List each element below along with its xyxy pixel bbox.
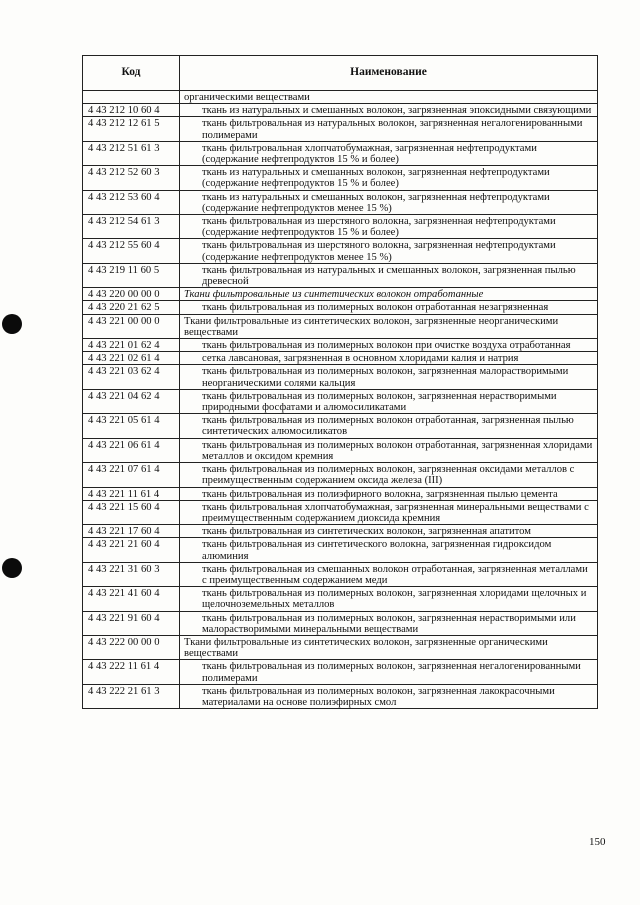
row-name-text: ткань фильтровальная из натуральных и смешанных волокон, загрязненная пылью древесной: [202, 264, 576, 288]
table-row: [83, 414, 598, 438]
table-row: [83, 562, 598, 586]
row-name-text: ткань фильтровальная из полимерных волокон отработанная, загрязненная пылью синтетических алюмосиликатов: [202, 415, 574, 438]
row-name: [180, 104, 598, 117]
row-name: [180, 314, 598, 338]
row-name-text: ткань фильтровальная из полимерных волокон, загрязненная лакокрасочными материалами на основе полиэфирных смол: [202, 685, 555, 708]
row-name: [180, 215, 598, 239]
row-name-text: Ткани фильтровальные из синтетических волокон, загрязненные органическими веществами: [184, 636, 548, 660]
row-name-text: Ткани фильтровальные из синтетических волокон отработанные: [184, 289, 484, 301]
row-name-text: ткань фильтровальная из шерстяного волокна, загрязненная нефтепродуктами (содержание нефтепродуктов менее 15 %): [202, 240, 556, 263]
row-code: 4 43 212 52 60 3: [83, 166, 180, 190]
row-name: [180, 239, 598, 263]
row-name-text: ткань из натуральных и смешанных волокон, загрязненная нефтепродуктами (содержание нефтепродуктов 15 % и более): [202, 167, 550, 190]
row-code: 4 43 221 05 61 4: [83, 414, 180, 438]
row-name: [180, 487, 598, 500]
table-row: [83, 288, 598, 301]
row-code: 4 43 221 11 61 4: [83, 487, 180, 500]
table-row: [83, 314, 598, 338]
table-header-row: [83, 56, 598, 91]
row-code: 4 43 212 55 60 4: [83, 239, 180, 263]
row-name: [180, 414, 598, 438]
table-row: [83, 684, 598, 708]
row-name: [180, 166, 598, 190]
table-row: [83, 365, 598, 389]
table-row: [83, 463, 598, 487]
row-code: 4 43 212 54 61 3: [83, 215, 180, 239]
row-code: 4 43 219 11 60 5: [83, 263, 180, 287]
row-code: 4 43 221 41 60 4: [83, 587, 180, 611]
table-row: [83, 611, 598, 635]
row-name: [180, 288, 598, 301]
row-code: 4 43 212 51 61 3: [83, 141, 180, 165]
header-code: Код: [83, 56, 180, 91]
row-name: [180, 190, 598, 214]
row-code: 4 43 221 31 60 3: [83, 562, 180, 586]
row-name-text: ткань фильтровальная из полимерных волокон при очистке воздуха отработанная: [202, 340, 571, 352]
page-number: 150: [589, 836, 606, 848]
table-row: [83, 487, 598, 500]
row-code: 4 43 221 02 61 4: [83, 352, 180, 365]
continuation-row: [83, 91, 598, 104]
row-name: [180, 660, 598, 684]
row-name: [180, 538, 598, 562]
row-name-text: ткань фильтровальная из полимерных волокон, загрязненная малорастворимыми неорганическими солями кальция: [202, 366, 569, 389]
row-name-text: ткань фильтровальная хлопчатобумажная, загрязненная минеральными веществами с преимущественным содержанием диоксида кремния: [202, 501, 589, 524]
row-name-text: ткань фильтровальная из полимерных волокон отработанная незагрязненная: [202, 302, 549, 314]
table-row: [83, 635, 598, 659]
row-code: 4 43 221 07 61 4: [83, 463, 180, 487]
row-code: 4 43 212 10 60 4: [83, 104, 180, 117]
row-name-text: ткань фильтровальная из смешанных волокон отработанная, загрязненная металлами с преимущественным содержанием меди: [202, 563, 588, 586]
row-name: [180, 438, 598, 462]
row-code: 4 43 221 17 60 4: [83, 525, 180, 538]
row-name-text: ткань из натуральных и смешанных волокон, загрязненная эпоксидными связующими: [202, 105, 592, 117]
header-name: Наименование: [180, 56, 598, 91]
row-name: [180, 635, 598, 659]
row-code: 4 43 222 00 00 0: [83, 635, 180, 659]
table-row: [83, 538, 598, 562]
table-row: [83, 525, 598, 538]
row-name-text: ткань фильтровальная хлопчатобумажная, загрязненная нефтепродуктами (содержание нефтепродуктов 15 % и более): [202, 142, 537, 166]
table-row: [83, 263, 598, 287]
row-name: [180, 117, 598, 141]
row-name: [180, 611, 598, 635]
table-row: [83, 500, 598, 524]
row-name-text: ткань фильтровальная из полимерных волокон, загрязненная оксидами металлов с преимущественным содержанием оксида железа (III): [202, 464, 575, 487]
row-name: [180, 352, 598, 365]
table-row: [83, 117, 598, 141]
row-name-text: ткань фильтровальная из полимерных волокон, загрязненная нерастворимыми природными фосфатами и алюмосиликатами: [202, 390, 557, 414]
row-name-text: ткань фильтровальная из полимерных волокон, загрязненная нерастворимыми или малорастворимыми минеральными веществами: [202, 612, 576, 635]
row-code: 4 43 212 12 61 5: [83, 117, 180, 141]
continuation-code-cell: [83, 91, 180, 104]
table-row: [83, 587, 598, 611]
row-code: 4 43 222 11 61 4: [83, 660, 180, 684]
table-row: [83, 104, 598, 117]
row-name-text: ткань фильтровальная из синтетического волокна, загрязненная гидроксидом алюминия: [202, 539, 552, 562]
table-row: [83, 389, 598, 413]
row-name-text: ткань фильтровальная из полимерных волокон, загрязненная хлоридами щелочных и щелочноземельных металлов: [202, 588, 587, 611]
row-name-text: ткань из натуральных и смешанных волокон, загрязненная нефтепродуктами (содержание нефтепродуктов менее 15 %): [202, 191, 550, 214]
row-code: 4 43 222 21 61 3: [83, 684, 180, 708]
row-name-text: ткань фильтровальная из полиэфирного волокна, загрязненная пылью цемента: [202, 488, 558, 500]
row-name: [180, 684, 598, 708]
table-row: [83, 438, 598, 462]
table-row: [83, 660, 598, 684]
row-name: [180, 562, 598, 586]
row-code: 4 43 221 01 62 4: [83, 339, 180, 352]
row-name: [180, 389, 598, 413]
row-code: 4 43 221 15 60 4: [83, 500, 180, 524]
row-name: [180, 141, 598, 165]
binder-hole-top: [2, 314, 22, 334]
row-name: [180, 263, 598, 287]
row-code: 4 43 212 53 60 4: [83, 190, 180, 214]
row-code: 4 43 221 04 62 4: [83, 389, 180, 413]
row-name-text: ткань фильтровальная из шерстяного волокна, загрязненная нефтепродуктами (содержание нефтепродуктов 15 % и более): [202, 216, 556, 239]
row-code: 4 43 221 03 62 4: [83, 365, 180, 389]
row-code: 4 43 221 21 60 4: [83, 538, 180, 562]
table-row: [83, 339, 598, 352]
table-row: [83, 239, 598, 263]
row-code: 4 43 221 91 60 4: [83, 611, 180, 635]
row-name: [180, 525, 598, 538]
continuation-text: органическими веществами: [180, 91, 598, 104]
row-name-text: сетка лавсановая, загрязненная в основном хлоридами калия и натрия: [202, 353, 519, 365]
row-name: [180, 500, 598, 524]
row-name-text: ткань фильтровальная из полимерных волокон отработанная, загрязненная хлоридами металлов и оксидом кремния: [202, 439, 593, 462]
row-name-text: ткань фильтровальная из синтетических волокон, загрязненная апатитом: [202, 526, 531, 538]
row-name-text: Ткани фильтровальные из синтетических волокон, загрязненные неорганическими веществами: [184, 315, 559, 338]
table-row: [83, 352, 598, 365]
row-name-text: ткань фильтровальная из полимерных волокон, загрязненная негалогенированными полимерами: [202, 661, 581, 684]
row-name: [180, 365, 598, 389]
row-name-text: ткань фильтровальная из натуральных волокон, загрязненная негалогенированными полимерами: [202, 118, 583, 141]
row-name: [180, 301, 598, 314]
table-row: [83, 190, 598, 214]
table-row: [83, 215, 598, 239]
table-row: [83, 166, 598, 190]
row-code: 4 43 221 00 00 0: [83, 314, 180, 338]
row-name: [180, 339, 598, 352]
row-name: [180, 463, 598, 487]
binder-hole-bottom: [2, 558, 22, 578]
row-code: 4 43 221 06 61 4: [83, 438, 180, 462]
table-row: [83, 301, 598, 314]
row-name: [180, 587, 598, 611]
table-row: [83, 141, 598, 165]
row-code: 4 43 220 00 00 0: [83, 288, 180, 301]
row-code: 4 43 220 21 62 5: [83, 301, 180, 314]
waste-classification-table: [82, 55, 598, 709]
